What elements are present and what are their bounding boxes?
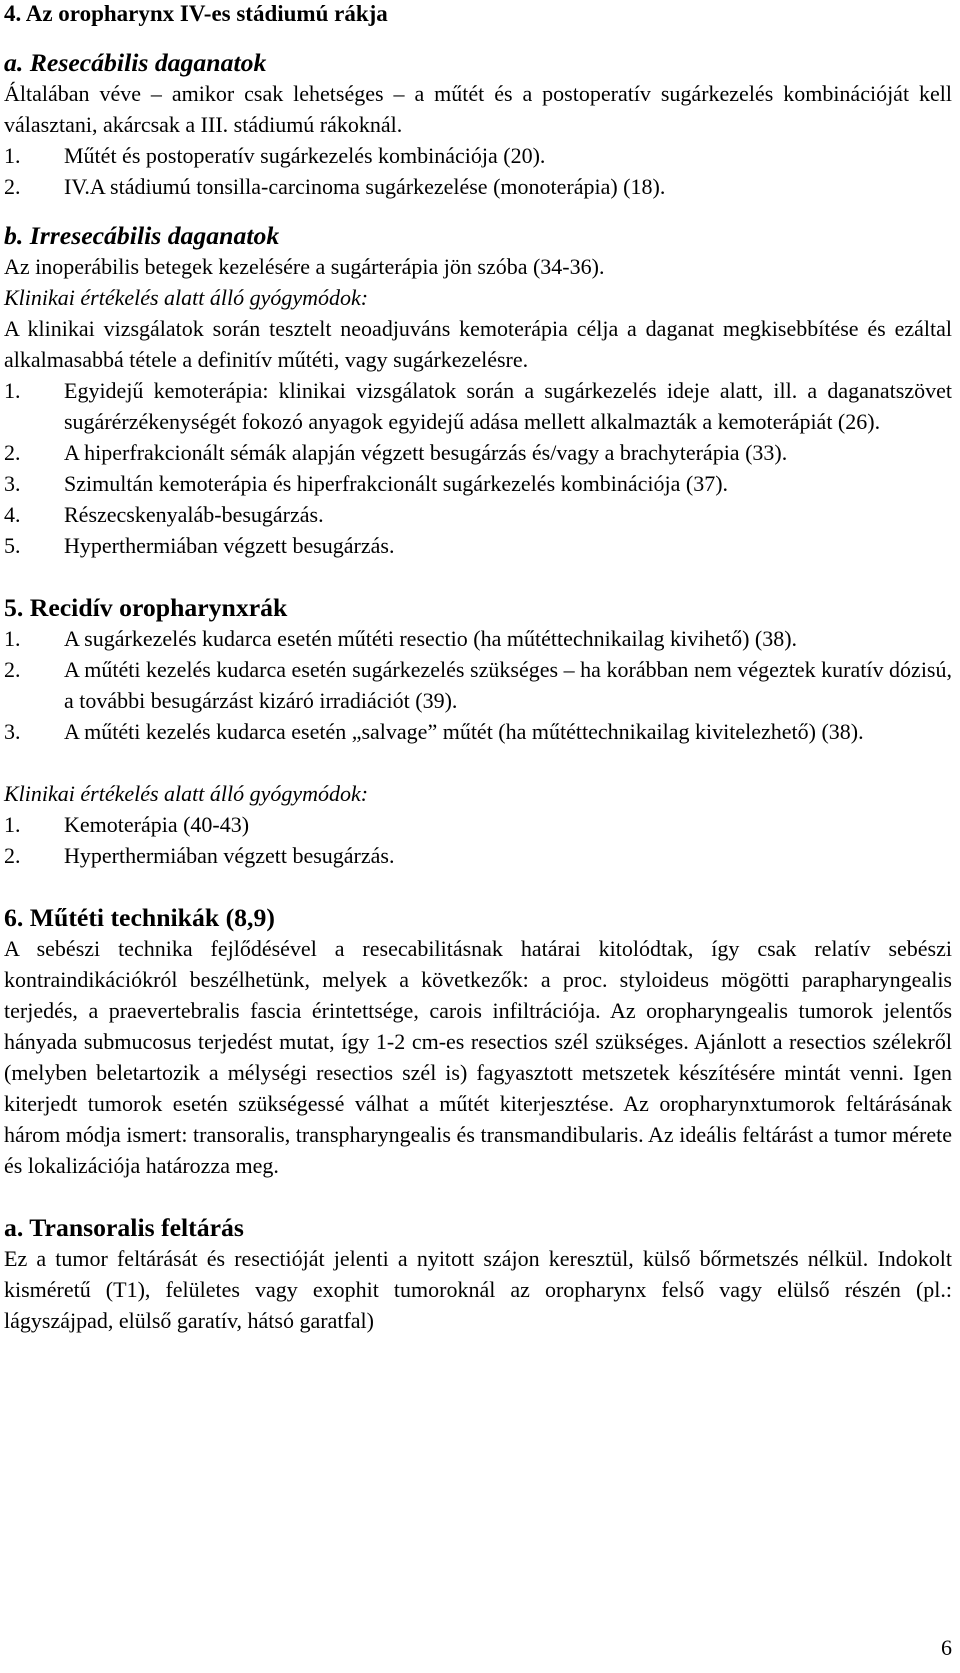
section-6-paragraph: A sebészi technika fejlődésével a resecabilitásnak határai kitolódtak, így csak relatív sebészi kontraindikációkról beszélhetünk, melyek a következők: a proc. styloideus mögötti parapharyngealis terjedés, a praevertebralis fascia érintettsége, carois infiltrációja. Az oropharyngealis tumorok jelentős hányada submucosus terjedést mutat, így 1-2 cm-es resectios szél szükséges. Ajánlott a resectios szélekről (melyben beletartozik a mélységi resectios szél is) fagyasztott metszetek készítésére mintát venni. Igen kiterjedt tumorok esetén szükségessé válhat a műtét kiterjesztése. Az oropharynxtumorok feltárásának három módja ismert: transoralis, transpharyngealis és transmandibularis. Az ideális feltárást a tumor mérete és lokalizációja határozza meg. bbox=[4, 936, 952, 1178]
section-5-clinical-list bbox=[4, 809, 952, 871]
chapter-title: 4. Az oropharynx IV-es stádiumú rákja bbox=[4, 1, 388, 26]
list-item-text: IV.A stádiumú tonsilla-carcinoma sugárkezelése (monoterápia) (18). bbox=[64, 174, 666, 199]
section-b-title: b. Irresecábilis daganatok bbox=[4, 221, 280, 250]
section-5-clinical-heading: Klinikai értékelés alatt álló gyógymódok: bbox=[4, 781, 369, 806]
section-a-list bbox=[4, 140, 952, 202]
list-item-number: 1. bbox=[4, 378, 21, 403]
list-item bbox=[4, 375, 952, 437]
list-item-text: A hiperfrakcionált sémák alapján végzett besugárzás és/vagy a brachyterápia (33). bbox=[64, 440, 788, 465]
section-5-title: 5. Recidív oropharynxrák bbox=[4, 593, 288, 622]
section-b-clinical-heading: Klinikai értékelés alatt álló gyógymódok: bbox=[4, 285, 369, 310]
list-item-text: A műtéti kezelés kudarca esetén sugárkezelés szükséges – ha korábban nem végeztek kuratív dózisú, a további besugárzást kizáró irradiációt (39). bbox=[64, 657, 952, 713]
list-item-number: 2. bbox=[4, 174, 21, 199]
list-item bbox=[4, 716, 952, 747]
list-item-text: Egyidejű kemoterápia: klinikai vizsgálatok során a sugárkezelés ideje alatt, ill. a daganatszövet sugárérzékenységét fokozó anyagok egyidejű adása mellett alkalmazták a kemoterápiát (26). bbox=[64, 378, 952, 434]
list-item-text: A műtéti kezelés kudarca esetén „salvage” műtét (ha műtéttechnikailag kivitelezhető) (38). bbox=[64, 719, 864, 744]
list-item-text: Szimultán kemoterápia és hiperfrakcionált sugárkezelés kombinációja (37). bbox=[64, 471, 729, 496]
list-item-text: Hyperthermiában végzett besugárzás. bbox=[64, 533, 395, 558]
list-item-text: Részecskenyaláb-besugárzás. bbox=[64, 502, 324, 527]
list-item bbox=[4, 437, 952, 468]
list-item-text: A sugárkezelés kudarca esetén műtéti resectio (ha műtéttechnikailag kivihető) (38). bbox=[64, 626, 798, 651]
section-6a-title: a. Transoralis feltárás bbox=[4, 1213, 244, 1242]
list-item-number: 5. bbox=[4, 533, 21, 558]
section-5-list bbox=[4, 623, 952, 747]
list-item-number: 4. bbox=[4, 502, 21, 527]
section-a-intro: Általában véve – amikor csak lehetséges – a műtét és a postoperatív sugárkezelés kombinációját kell választani, akárcsak a III. stádiumú rákoknál. bbox=[4, 81, 952, 137]
list-item-text: Kemoterápia (40-43) bbox=[64, 812, 250, 837]
list-item bbox=[4, 468, 952, 499]
section-b-intro: Az inoperábilis betegek kezelésére a sugárterápia jön szóba (34-36). bbox=[4, 254, 605, 279]
list-item-text: Hyperthermiában végzett besugárzás. bbox=[64, 843, 395, 868]
list-item bbox=[4, 530, 952, 561]
section-b-list bbox=[4, 375, 952, 561]
list-item bbox=[4, 499, 952, 530]
list-item bbox=[4, 840, 952, 871]
list-item-number: 2. bbox=[4, 843, 21, 868]
page-number: 6 bbox=[941, 1635, 952, 1660]
section-6a-paragraph: Ez a tumor feltárását és resectióját jelenti a nyitott szájon keresztül, külső bőrmetszés nélkül. Indokolt kisméretű (T1), felületes vagy exophit tumoroknál az oropharynx felső vagy elülső részén (pl.: lágyszájpad, elülső garatív, hátsó garatfal) bbox=[4, 1246, 952, 1333]
list-item-number: 1. bbox=[4, 626, 21, 651]
list-item bbox=[4, 623, 952, 654]
list-item-number: 3. bbox=[4, 719, 21, 744]
list-item-number: 3. bbox=[4, 471, 21, 496]
page-content bbox=[4, 0, 952, 1336]
list-item-number: 1. bbox=[4, 143, 21, 168]
section-a-title: a. Resecábilis daganatok bbox=[4, 48, 267, 77]
list-item bbox=[4, 171, 952, 202]
list-item-number: 1. bbox=[4, 812, 21, 837]
list-item-text: Műtét és postoperatív sugárkezelés kombinációja (20). bbox=[64, 143, 546, 168]
list-item bbox=[4, 809, 952, 840]
list-item-number: 2. bbox=[4, 440, 21, 465]
list-item bbox=[4, 654, 952, 716]
section-b-clinical-paragraph: A klinikai vizsgálatok során tesztelt neoadjuváns kemoterápia célja a daganat megkisebbítése és ezáltal alkalmasabbá tétele a definitív műtéti, vagy sugárkezelésre. bbox=[4, 316, 952, 372]
section-6-title: 6. Műtéti technikák (8,9) bbox=[4, 903, 275, 932]
list-item bbox=[4, 140, 952, 171]
list-item-number: 2. bbox=[4, 657, 21, 682]
